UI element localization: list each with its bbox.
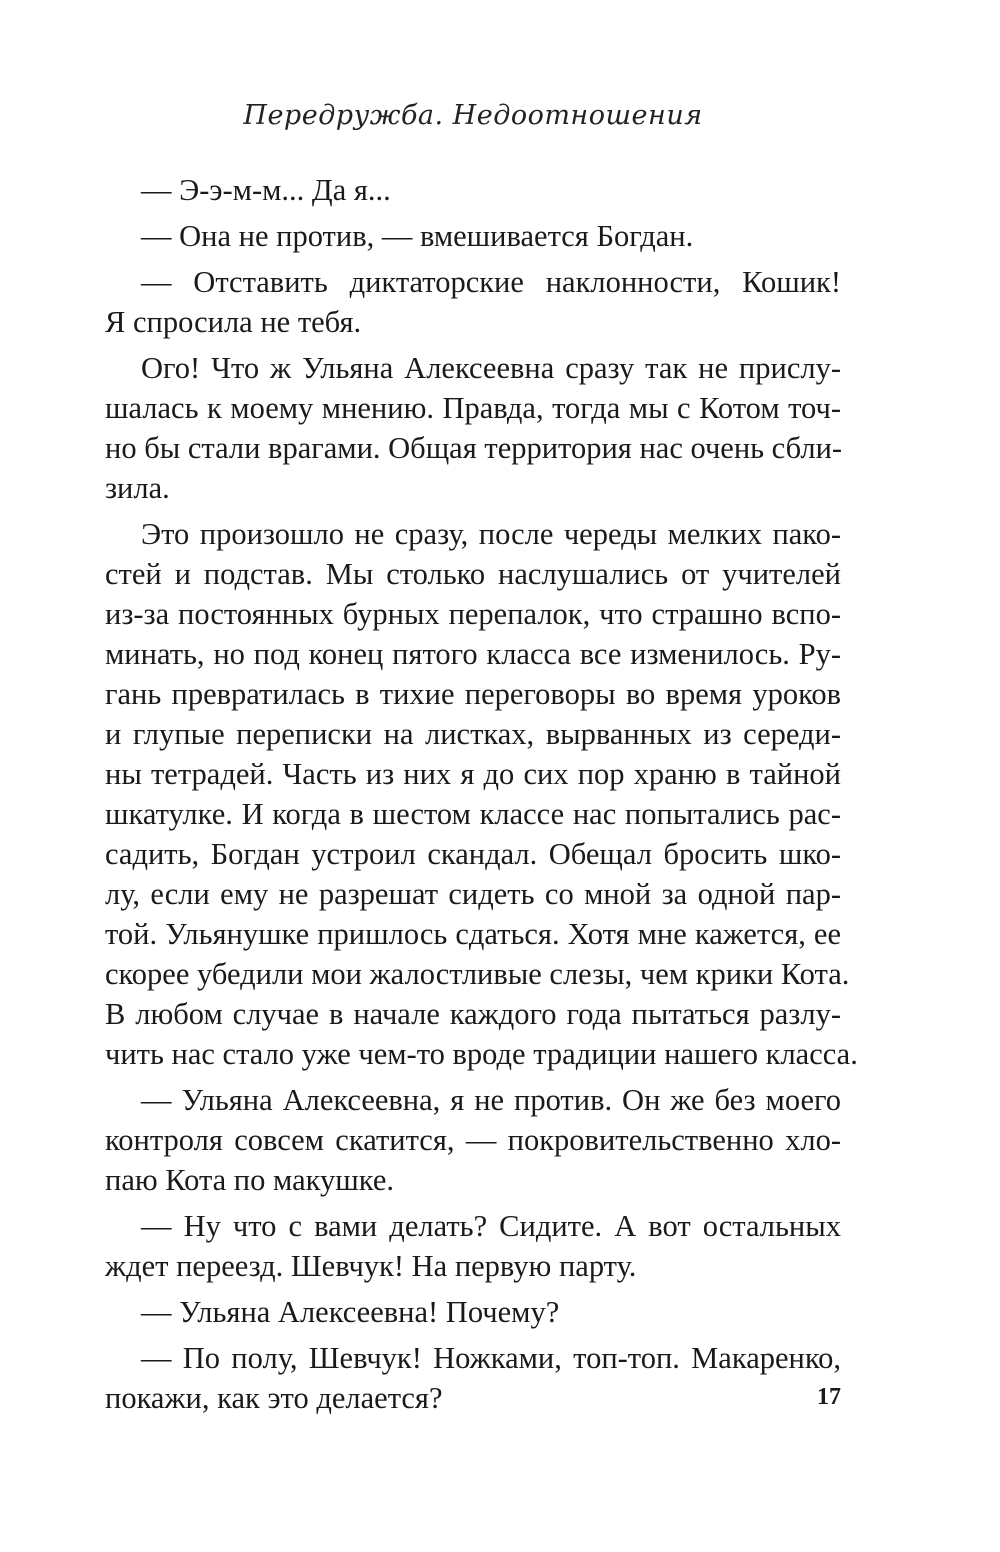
text-line: — Ульяна Алексеевна! Почему?	[141, 1295, 560, 1329]
text-line: чить нас стало уже чем-то вроде традиции нашего класса.	[105, 1037, 858, 1071]
text-line: Ого! Что ж Ульяна Алексеевна сразу так не прислу-	[141, 351, 841, 385]
text-line: Я спросила не тебя.	[105, 305, 362, 339]
text-line: контроля совсем скатится, — покровительственно хло-	[105, 1123, 841, 1157]
text-line: ждет переезд. Шевчук! На первую парту.	[105, 1249, 637, 1283]
body-text	[105, 170, 858, 1418]
text-line: но бы стали врагами. Общая территория нас очень сбли-	[105, 431, 843, 465]
text-line: — Она не против, — вмешивается Богдан.	[141, 219, 694, 253]
text-line: гань превратилась в тихие переговоры во время уроков	[105, 677, 841, 711]
running-title: Передружба. Недоотношения	[243, 100, 703, 131]
text-line: скорее убедили мои жалостливые слезы, чем крики Кота.	[105, 957, 850, 991]
paragraph	[105, 262, 841, 342]
paragraph	[105, 216, 841, 256]
text-line: стей и подстав. Мы столько наслушались от учителей	[105, 557, 841, 591]
paragraph	[105, 1292, 841, 1332]
text-line: и глупые переписки на листках, вырванных из середи-	[105, 717, 841, 751]
paragraph	[105, 348, 841, 508]
text-line: В любом случае в начале каждого года пытаться разлу-	[105, 997, 841, 1031]
paragraph	[105, 170, 841, 210]
text-line: — Ну что с вами делать? Сидите. А вот остальных	[141, 1209, 841, 1243]
text-line: — Ульяна Алексеевна, я не против. Он же без моего	[141, 1083, 841, 1117]
paragraph	[105, 514, 858, 1074]
text-line: покажи, как это делается?	[105, 1381, 443, 1415]
text-line: — Отставить диктаторские наклонности, Кошик!	[141, 265, 841, 299]
text-line: минать, но под конец пятого класса все изменилось. Ру-	[105, 637, 841, 671]
text-line: зила.	[105, 471, 170, 505]
paragraph	[105, 1080, 841, 1200]
text-line: шкатулке. И когда в шестом классе нас попытались рас-	[105, 797, 841, 831]
text-line: паю Кота по макушке.	[105, 1163, 394, 1197]
paragraph	[105, 1206, 841, 1286]
text-line: из-за постоянных бурных перепалок, что страшно вспо-	[105, 597, 841, 631]
text-line: — Э-э-м-м... Да я...	[141, 173, 391, 207]
text-line: ны тетрадей. Часть из них я до сих пор храню в тайной	[105, 757, 841, 791]
text-line: шалась к моему мнению. Правда, тогда мы с Котом точ-	[105, 391, 841, 425]
text-line: лу, если ему не разрешат сидеть со мной за одной пар-	[105, 877, 841, 911]
text-line: той. Ульянушке пришлось сдаться. Хотя мне кажется, ее	[105, 917, 841, 951]
text-line: Это произошло не сразу, после череды мелких пако-	[141, 517, 841, 551]
text-line: садить, Богдан устроил скандал. Обещал бросить шко-	[105, 837, 841, 871]
text-line: — По полу, Шевчук! Ножками, топ-топ. Макаренко,	[141, 1341, 841, 1375]
paragraph	[105, 1338, 841, 1418]
page-number: 17	[817, 1384, 841, 1410]
